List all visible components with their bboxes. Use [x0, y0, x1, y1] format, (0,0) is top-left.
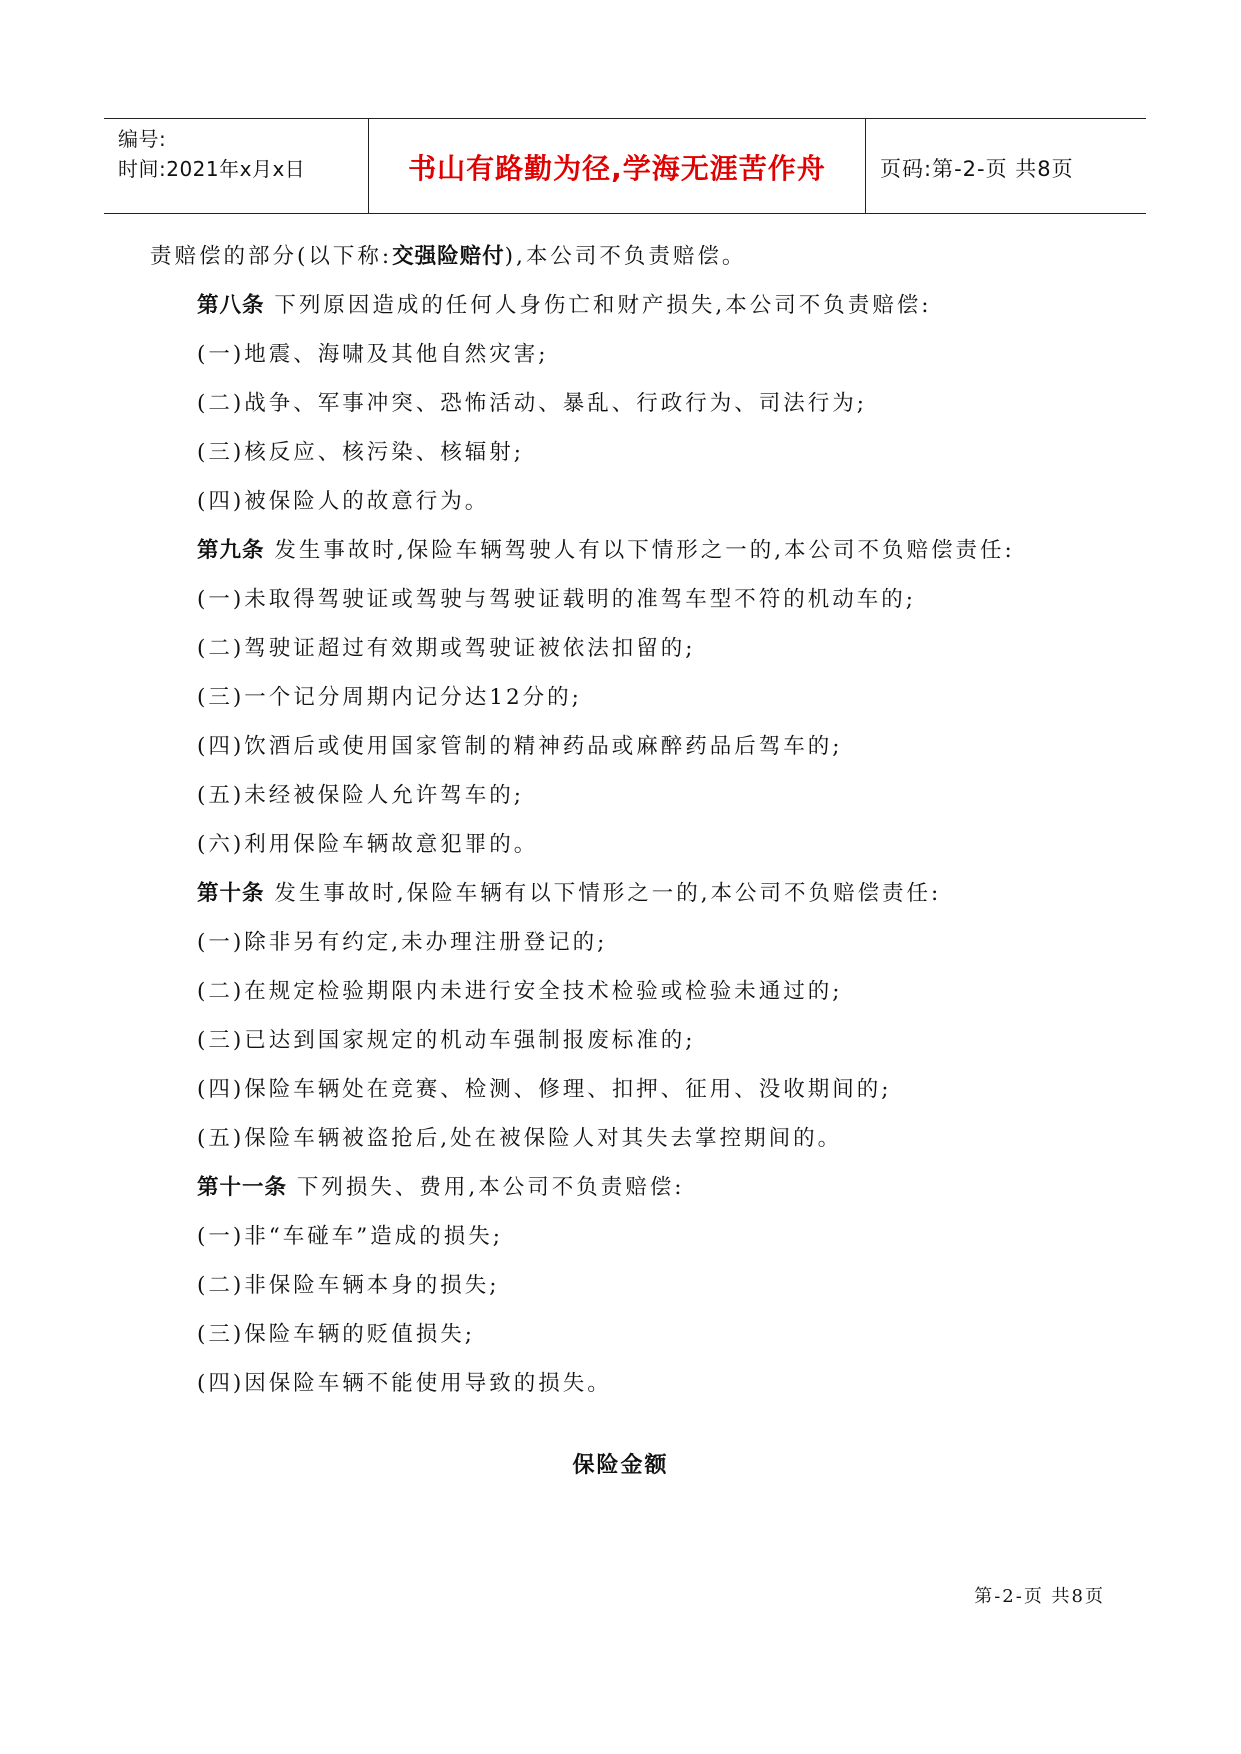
article-heading: 第十一条: [197, 1175, 288, 1200]
article-paragraph: [197, 1163, 684, 1212]
paragraph-text: 责赔偿的部分(以下称:: [150, 244, 393, 269]
header-page-cell: [866, 119, 1146, 213]
header-motto-cell: [368, 119, 866, 213]
article-paragraph: [197, 281, 931, 330]
header-info-cell: [104, 119, 368, 213]
document-number-label: 编号:: [118, 127, 167, 151]
list-item: (一)地震、海啸及其他自然灾害;: [197, 342, 549, 367]
paragraph-text: 发生事故时,保险车辆驾驶人有以下情形之一的,本公司不负赔偿责任:: [274, 538, 1015, 563]
header-motto: 书山有路勤为径,学海无涯苦作舟: [408, 152, 826, 185]
list-item: (一)非“车碰车”造成的损失;: [197, 1224, 504, 1249]
article-paragraph: [197, 526, 1015, 575]
article-heading: 第十条: [197, 881, 265, 906]
paragraph-text: 下列原因造成的任何人身伤亡和财产损失,本公司不负责赔偿:: [274, 293, 932, 318]
list-item: (四)被保险人的故意行为。: [197, 489, 490, 514]
list-item: (四)饮酒后或使用国家管制的精神药品或麻醉药品后驾车的;: [197, 734, 843, 759]
list-item: (二)驾驶证超过有效期或驾驶证被依法扣留的;: [197, 636, 696, 661]
document-time-label: 时间:2021年x月x日: [118, 157, 306, 181]
list-item: (二)非保险车辆本身的损失;: [197, 1273, 500, 1298]
page-header: [104, 118, 1146, 214]
list-item: (四)保险车辆处在竞赛、检测、修理、扣押、征用、没收期间的;: [197, 1077, 892, 1102]
paragraph-text: 下列损失、费用,本公司不负责赔偿:: [296, 1175, 685, 1200]
section-title: 保险金额: [572, 1453, 669, 1478]
list-item: (三)核反应、核污染、核辐射;: [197, 440, 525, 465]
list-item: (三)一个记分周期内记分达12分的;: [197, 685, 582, 710]
paragraph: [150, 232, 746, 281]
article-heading: 第八条: [197, 293, 265, 318]
list-item: (三)已达到国家规定的机动车强制报废标准的;: [197, 1028, 696, 1053]
list-item: (二)战争、军事冲突、恐怖活动、暴乱、行政行为、司法行为;: [197, 391, 868, 416]
article-paragraph: [197, 869, 941, 918]
list-item: (六)利用保险车辆故意犯罪的。: [197, 832, 539, 857]
article-heading: 第九条: [197, 538, 265, 563]
paragraph-text: ),本公司不负责赔偿。: [504, 244, 747, 269]
list-item: (五)保险车辆被盗抢后,处在被保险人对其失去掌控期间的。: [197, 1126, 843, 1151]
page-footer: 第-2-页 共8页: [974, 1586, 1105, 1607]
header-page-number: 页码:第-2-页 共8页: [880, 157, 1074, 181]
paragraph-text: 发生事故时,保险车辆有以下情形之一的,本公司不负赔偿责任:: [274, 881, 942, 906]
list-item: (五)未经被保险人允许驾车的;: [197, 783, 525, 808]
bold-term: 交强险赔付: [392, 244, 505, 269]
list-item: (一)未取得驾驶证或驾驶与驾驶证载明的准驾车型不符的机动车的;: [197, 587, 917, 612]
list-item: (一)除非另有约定,未办理注册登记的;: [197, 930, 608, 955]
list-item: (二)在规定检验期限内未进行安全技术检验或检验未通过的;: [197, 979, 843, 1004]
list-item: (四)因保险车辆不能使用导致的损失。: [197, 1371, 612, 1396]
list-item: (三)保险车辆的贬值损失;: [197, 1322, 476, 1347]
